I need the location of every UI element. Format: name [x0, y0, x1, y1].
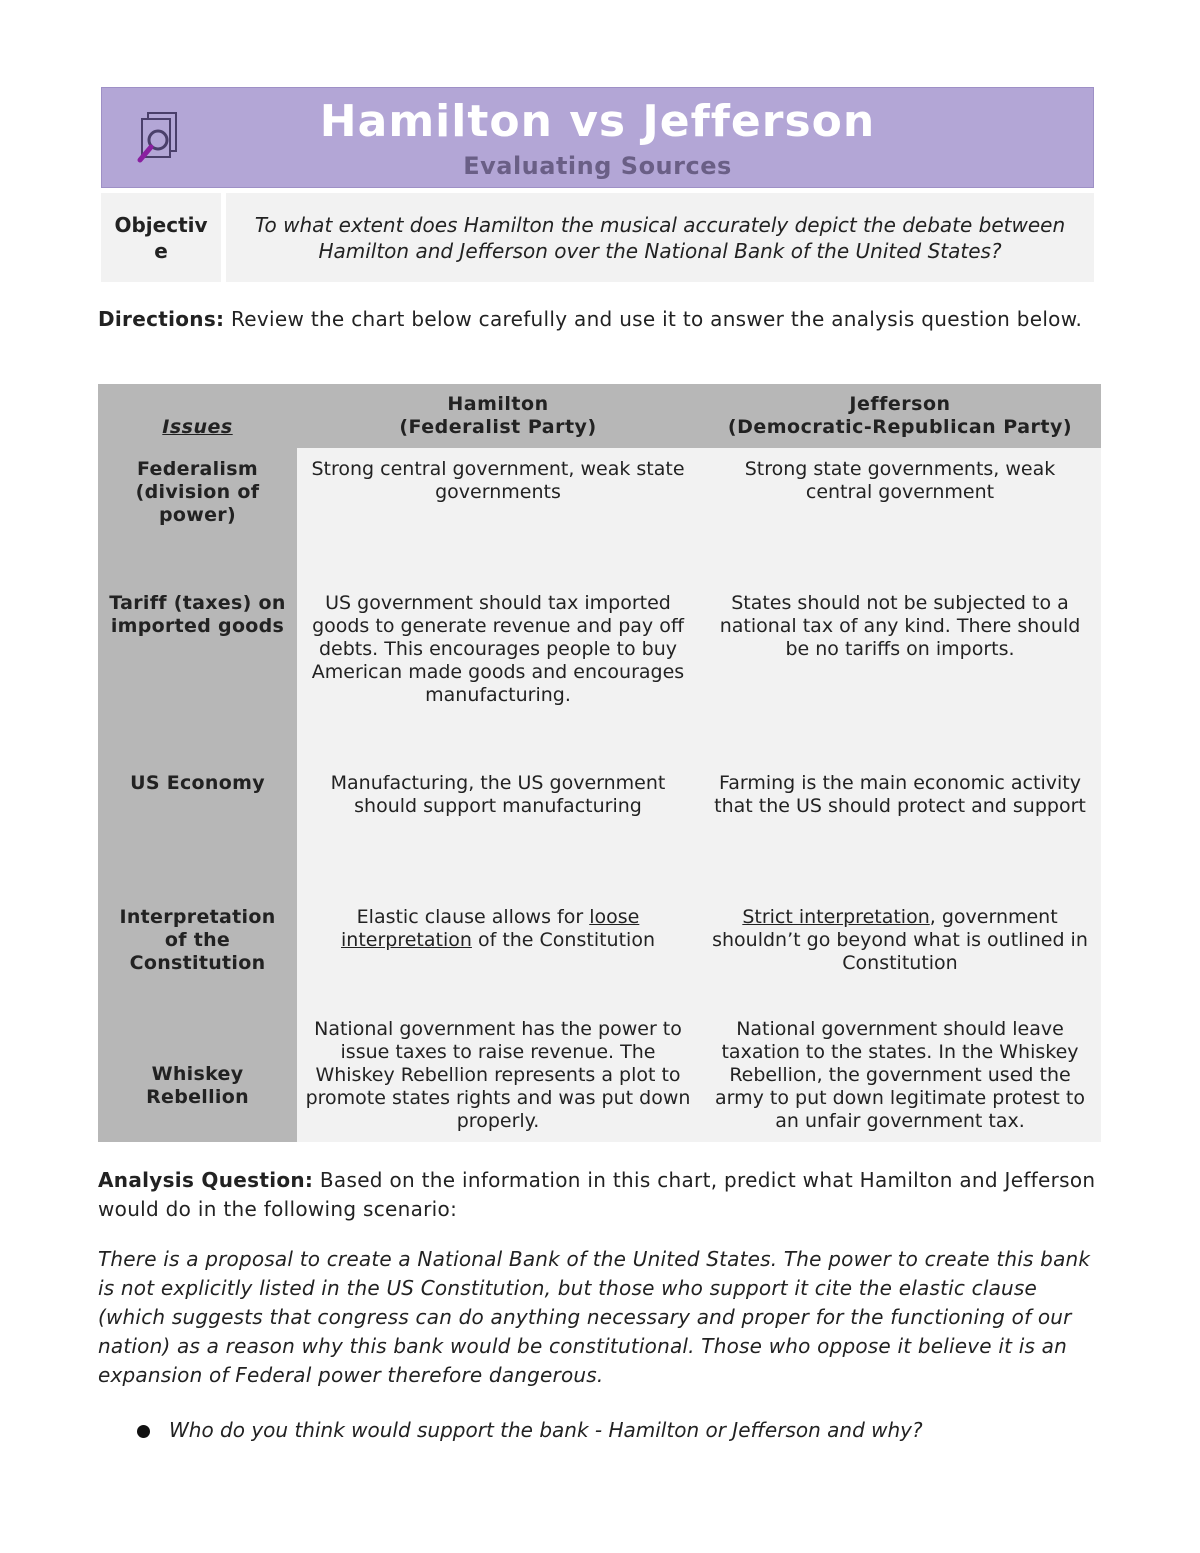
- directions: [98, 305, 1098, 334]
- header-jefferson-party: (Democratic-Republican Party): [727, 416, 1073, 438]
- analysis-text: Based on the information in this chart, predict what Hamilton and Jefferson would do in the following scenario:: [98, 1168, 1096, 1221]
- hamilton-interpretation-pre: Elastic clause allows for: [356, 906, 590, 928]
- question-text: Who do you think would support the bank - Hamilton or Jefferson and why?: [169, 1418, 923, 1442]
- hamilton-interpretation: [323, 906, 673, 952]
- header-hamilton: [297, 393, 699, 439]
- objective-text: To what extent does Hamilton the musical accurately depict the debate between Hamilton and Jefferson over the National Bank of the United States?: [226, 193, 1094, 282]
- jefferson-economy: Farming is the main economic activity that the US should protect and support: [714, 772, 1086, 817]
- hamilton-tariff: US government should tax imported goods to generate revenue and pay off debts. This encourages people to buy American made goods and encourages manufacturing.: [311, 592, 685, 706]
- jefferson-whiskey-rebellion: National government should leave taxation to the states. In the Whiskey Rebellion, the government used the army to put down legitimate protest to an unfair government tax.: [715, 1018, 1085, 1132]
- directions-label: Directions:: [98, 307, 225, 331]
- objective-label: Objective: [101, 193, 221, 282]
- jefferson-federalism: Strong state governments, weak central government: [744, 458, 1056, 503]
- title-banner: [101, 87, 1094, 188]
- analysis-question: [98, 1166, 1098, 1224]
- issue-economy: US Economy: [130, 772, 265, 794]
- hamilton-federalism: Strong central government, weak state governments: [311, 458, 685, 503]
- jefferson-interpretation: [709, 906, 1091, 975]
- issue-whiskey-rebellion: Whiskey Rebellion: [146, 1063, 249, 1108]
- hamilton-economy: Manufacturing, the US government should support manufacturing: [330, 772, 666, 817]
- strict-interpretation-term: Strict interpretation: [742, 906, 930, 928]
- hamilton-interpretation-post: of the Constitution: [471, 929, 655, 951]
- header-jefferson: [699, 393, 1101, 439]
- issue-interpretation: Interpretation of the Constitution: [119, 906, 276, 974]
- analysis-label: Analysis Question:: [98, 1168, 314, 1192]
- header-hamilton-party: (Federalist Party): [399, 416, 597, 438]
- header-issues-text: Issues: [162, 416, 233, 438]
- page-subtitle: Evaluating Sources: [463, 152, 732, 180]
- header-hamilton-name: Hamilton: [447, 393, 549, 415]
- page-title: Hamilton vs Jefferson: [319, 96, 876, 147]
- scenario-text: There is a proposal to create a National Bank of the United States. The power to create this bank is not explicitly listed in the US Constitution, but those who support it cite the elastic clause (which suggests that congress can do anything necessary and proper for the functioning of our nation) as a reason why this bank would be constitutional. Those who oppose it believe it is an expansion of Federal power therefore dangerous.: [98, 1247, 1091, 1387]
- bullet-dot-icon: [137, 1425, 150, 1438]
- jefferson-interpretation-post: , government shouldn’t go beyond what is outlined in Constitution: [712, 906, 1088, 974]
- header-issues: [98, 416, 297, 439]
- hamilton-whiskey-rebellion: National government has the power to issue taxes to raise revenue. The Whiskey Rebellion represents a plot to promote states rights and was put down properly.: [305, 1018, 691, 1132]
- loose-interpretation-term: loose interpretation: [341, 906, 640, 951]
- directions-text: Review the chart below carefully and use it to answer the analysis question below.: [224, 307, 1083, 331]
- comparison-chart: [98, 384, 1101, 1142]
- issue-tariff: Tariff (taxes) on imported goods: [109, 592, 286, 637]
- issue-federalism: Federalism (division of power): [135, 458, 260, 526]
- header-jefferson-name: Jefferson: [849, 393, 951, 415]
- jefferson-tariff: States should not be subjected to a national tax of any kind. There should be no tariffs on imports.: [719, 592, 1081, 660]
